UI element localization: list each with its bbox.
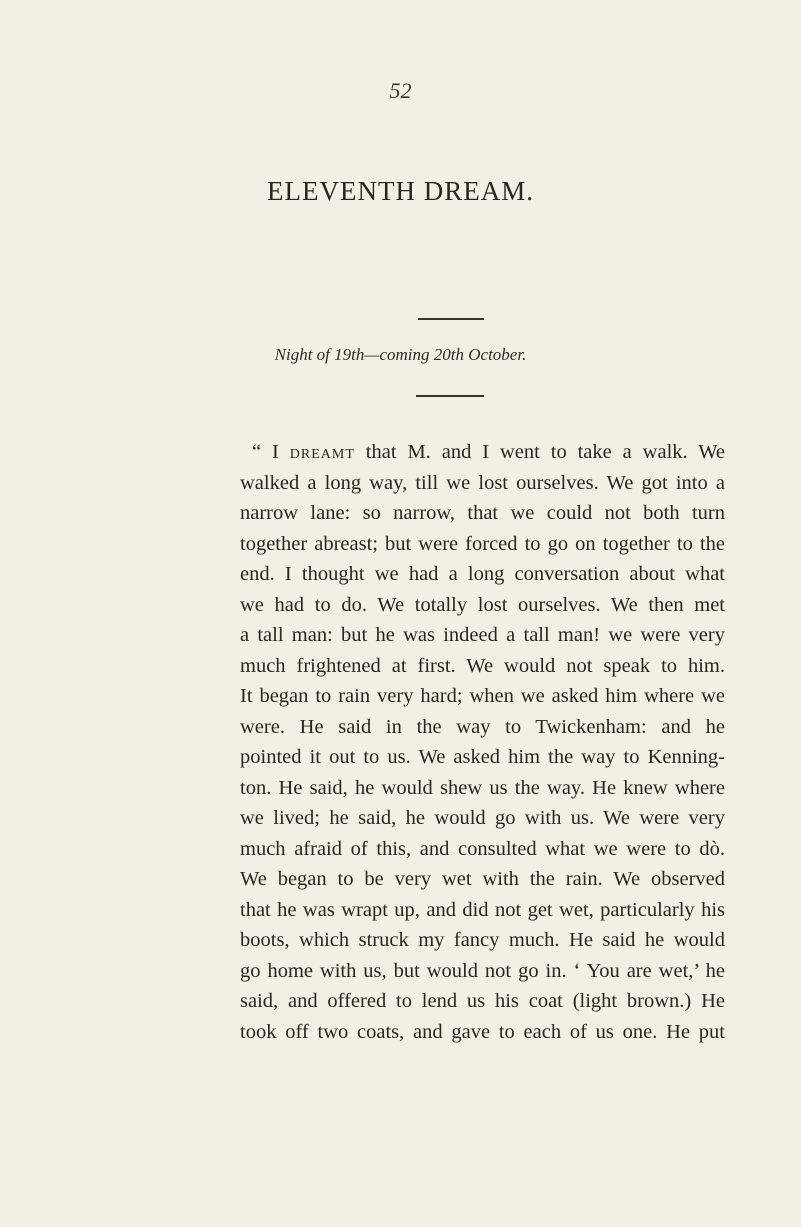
text-line: It began to rain very hard; when we asked him where we (240, 685, 725, 707)
divider-rule (416, 395, 484, 397)
text-line: boots, which struck my fancy much. He said he would (240, 929, 725, 951)
text-line: We began to be very wet with the rain. We observed (240, 868, 725, 890)
text-line: walked a long way, till we lost ourselves. We got into a (240, 471, 725, 494)
text-line: much frightened at first. We would not speak to him. (240, 654, 725, 677)
text-line-rest: that M. and I went to take a walk. We (354, 441, 725, 463)
text-line: said, and offered to lend us his coat (light brown.) He (240, 990, 725, 1012)
opening-quote: “ I (252, 441, 290, 463)
text-line (240, 437, 725, 468)
text-line: took off two coats, and gave to each of us one. He put (240, 1020, 725, 1043)
text-line: much afraid of this, and consulted what we were to dò. (240, 837, 725, 860)
small-caps-word: dreamt (289, 441, 355, 463)
chapter-title: ELEVENTH DREAM. (267, 176, 534, 206)
text-line: ton. He said, he would shew us the way. He knew where (240, 776, 725, 799)
text-line: we had to do. We totally lost ourselves. We then met (240, 593, 725, 616)
chapter-subtitle: Night of 19th—coming 20th October. (274, 345, 527, 364)
text-line: together abreast; but were forced to go on together to the (240, 532, 725, 555)
body-paragraph (240, 437, 725, 1047)
text-line: go home with us, but would not go in. ‘ You are wet,’ he (240, 959, 725, 982)
text-line: narrow lane: so narrow, that we could not both turn (240, 502, 725, 524)
text-line: a tall man: but he was indeed a tall man! we were very (240, 624, 725, 646)
divider-rule (418, 318, 484, 320)
text-line: were. He said in the way to Twickenham: and he (240, 715, 725, 738)
text-line: pointed it out to us. We asked him the way to Kenning- (240, 746, 725, 768)
text-line: that he was wrapt up, and did not get wet, particularly his (240, 898, 725, 921)
text-line: end. I thought we had a long conversation about what (240, 563, 725, 585)
text-line: we lived; he said, he would go with us. We were very (240, 807, 725, 829)
page-number: 52 (389, 78, 412, 103)
